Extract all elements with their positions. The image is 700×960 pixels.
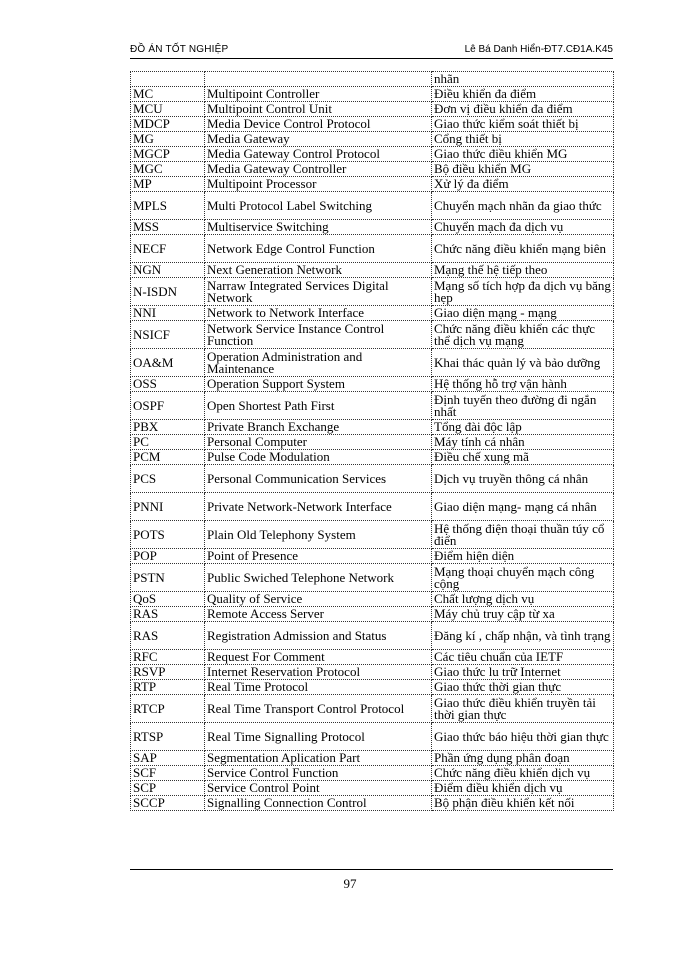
table-row (131, 220, 614, 235)
term-cell: Personal Communication Services (205, 465, 432, 493)
table-row (131, 349, 614, 377)
table-row (131, 117, 614, 132)
meaning-cell: Cổng thiết bị (432, 132, 614, 147)
term-cell: Registration Admission and Status (205, 622, 432, 650)
table-row (131, 695, 614, 723)
meaning-cell: Chuyển mạch đa dịch vụ (432, 220, 614, 235)
table-row (131, 278, 614, 306)
meaning-cell: Điều khiển đa điểm (432, 87, 614, 102)
abbreviation-cell: MSS (131, 220, 205, 235)
abbreviation-cell: N-ISDN (131, 278, 205, 306)
table-row (131, 549, 614, 564)
meaning-cell: nhãn (432, 72, 614, 87)
abbreviation-cell: PNNI (131, 493, 205, 521)
table-row (131, 622, 614, 650)
table-row (131, 392, 614, 420)
abbreviation-cell: NECF (131, 235, 205, 263)
meaning-cell: Hệ thống điện thoại thuần túy cổ điển (432, 521, 614, 549)
term-cell: Media Device Control Protocol (205, 117, 432, 132)
abbreviation-cell: POP (131, 549, 205, 564)
term-cell: Multipoint Processor (205, 177, 432, 192)
abbreviation-cell: PC (131, 435, 205, 450)
abbreviation-cell: MP (131, 177, 205, 192)
meaning-cell: Giao diện mạng- mạng cá nhân (432, 493, 614, 521)
meaning-cell: Phần ứng dụng phân đoạn (432, 751, 614, 766)
abbreviation-cell: MGC (131, 162, 205, 177)
abbreviation-cell: PCS (131, 465, 205, 493)
meaning-cell: Khai thác quản lý và bảo dưỡng (432, 349, 614, 377)
term-cell: Open Shortest Path First (205, 392, 432, 420)
abbreviation-cell: POTS (131, 521, 205, 549)
term-cell: Public Swiched Telephone Network (205, 564, 432, 592)
table-row (131, 132, 614, 147)
meaning-cell: Bộ phận điều khiển kết nối (432, 796, 614, 811)
meaning-cell: Giao thức điều khiển truyền tải thời gian thực (432, 695, 614, 723)
abbreviation-cell: QoS (131, 592, 205, 607)
header-right-author: Lê Bá Danh Hiển-ĐT7.CĐ1A.K45 (464, 44, 613, 55)
table-row (131, 493, 614, 521)
term-cell: Private Network-Network Interface (205, 493, 432, 521)
term-cell: Network to Network Interface (205, 306, 432, 321)
table-row (131, 723, 614, 751)
abbreviation-cell: MGCP (131, 147, 205, 162)
term-cell: Next Generation Network (205, 263, 432, 278)
meaning-cell: Giao thức báo hiệu thời gian thực (432, 723, 614, 751)
meaning-cell: Mạng số tích hợp đa dịch vụ băng hẹp (432, 278, 614, 306)
term-cell: Quality of Service (205, 592, 432, 607)
term-cell (205, 72, 432, 87)
meaning-cell: Bộ điều khiển MG (432, 162, 614, 177)
table-row (131, 465, 614, 493)
table-row (131, 435, 614, 450)
meaning-cell: Điều chế xung mã (432, 450, 614, 465)
abbreviation-cell: OSS (131, 377, 205, 392)
abbreviation-cell: OSPF (131, 392, 205, 420)
meaning-cell: Chuyển mạch nhãn đa giao thức (432, 192, 614, 220)
abbreviation-cell: NGN (131, 263, 205, 278)
meaning-cell: Tổng đài độc lập (432, 420, 614, 435)
meaning-cell: Định tuyến theo đường đi ngắn nhất (432, 392, 614, 420)
meaning-cell: Máy chủ truy cập từ xa (432, 607, 614, 622)
meaning-cell: Chức năng điều khiển mạng biên (432, 235, 614, 263)
table-row (131, 751, 614, 766)
abbreviation-cell: PCM (131, 450, 205, 465)
meaning-cell: Giao thức điều khiển MG (432, 147, 614, 162)
table-row (131, 263, 614, 278)
footer-divider (130, 869, 613, 870)
term-cell: Real Time Signalling Protocol (205, 723, 432, 751)
meaning-cell: Giao thức kiểm soát thiết bị (432, 117, 614, 132)
term-cell: Multiservice Switching (205, 220, 432, 235)
abbreviation-cell: MG (131, 132, 205, 147)
meaning-cell: Các tiêu chuẩn của IETF (432, 650, 614, 665)
table-row (131, 766, 614, 781)
abbreviation-cell: SCCP (131, 796, 205, 811)
abbreviation-cell: NSICF (131, 321, 205, 349)
term-cell: Media Gateway (205, 132, 432, 147)
meaning-cell: Mạng thế hệ tiếp theo (432, 263, 614, 278)
meaning-cell: Chức năng điều khiển dịch vụ (432, 766, 614, 781)
term-cell: Multipoint Control Unit (205, 102, 432, 117)
table-row (131, 192, 614, 220)
table-row (131, 321, 614, 349)
table-row (131, 521, 614, 549)
table-row (131, 680, 614, 695)
term-cell: Real Time Transport Control Protocol (205, 695, 432, 723)
abbreviation-cell: RTP (131, 680, 205, 695)
meaning-cell: Hệ thống hỗ trợ vận hành (432, 377, 614, 392)
term-cell: Plain Old Telephony System (205, 521, 432, 549)
meaning-cell: Điểm hiện diện (432, 549, 614, 564)
abbreviation-cell (131, 72, 205, 87)
abbreviation-cell: SAP (131, 751, 205, 766)
term-cell: Segmentation Aplication Part (205, 751, 432, 766)
term-cell: Media Gateway Controller (205, 162, 432, 177)
term-cell: Service Control Function (205, 766, 432, 781)
table-row (131, 162, 614, 177)
table-row (131, 650, 614, 665)
table-row (131, 377, 614, 392)
table-row (131, 564, 614, 592)
term-cell: Request For Comment (205, 650, 432, 665)
table-row (131, 306, 614, 321)
term-cell: Multipoint Controller (205, 87, 432, 102)
table-row (131, 102, 614, 117)
table-row (131, 450, 614, 465)
term-cell: Network Service Instance Control Function (205, 321, 432, 349)
meaning-cell: Đơn vị điều khiển đa điểm (432, 102, 614, 117)
term-cell: Service Control Point (205, 781, 432, 796)
meaning-cell: Dịch vụ truyền thông cá nhân (432, 465, 614, 493)
abbreviation-cell: SCF (131, 766, 205, 781)
term-cell: Remote Access Server (205, 607, 432, 622)
table-row (131, 665, 614, 680)
meaning-cell: Chất lượng dịch vụ (432, 592, 614, 607)
page-header (130, 44, 613, 59)
table-row (131, 72, 614, 87)
abbreviation-cell: RTSP (131, 723, 205, 751)
abbreviation-cell: RAS (131, 622, 205, 650)
meaning-cell: Chức năng điều khiển các thực thể dịch vụ mạng (432, 321, 614, 349)
abbreviation-cell: MCU (131, 102, 205, 117)
term-cell: Network Edge Control Function (205, 235, 432, 263)
meaning-cell: Xử lý đa điểm (432, 177, 614, 192)
term-cell: Pulse Code Modulation (205, 450, 432, 465)
meaning-cell: Giao thức lu trữ Internet (432, 665, 614, 680)
abbreviation-cell: RSVP (131, 665, 205, 680)
table-row (131, 87, 614, 102)
table-row (131, 147, 614, 162)
term-cell: Signalling Connection Control (205, 796, 432, 811)
term-cell: Point of Presence (205, 549, 432, 564)
table-row (131, 420, 614, 435)
table-row (131, 177, 614, 192)
abbreviation-table (130, 71, 614, 811)
meaning-cell: Đăng kí , chấp nhận, và tình trạng (432, 622, 614, 650)
term-cell: Operation Administration and Maintenance (205, 349, 432, 377)
abbreviation-cell: NNI (131, 306, 205, 321)
meaning-cell: Máy tính cá nhân (432, 435, 614, 450)
table-row (131, 796, 614, 811)
term-cell: Real Time Protocol (205, 680, 432, 695)
meaning-cell: Giao thức thời gian thực (432, 680, 614, 695)
term-cell: Media Gateway Control Protocol (205, 147, 432, 162)
table-row (131, 592, 614, 607)
abbreviation-cell: RAS (131, 607, 205, 622)
term-cell: Narraw Integrated Services Digital Network (205, 278, 432, 306)
abbreviation-cell: MDCP (131, 117, 205, 132)
header-left-title: ĐỒ ÁN TỐT NGHIỆP (130, 44, 229, 55)
table-row (131, 781, 614, 796)
meaning-cell: Mạng thoại chuyển mạch công cộng (432, 564, 614, 592)
term-cell: Operation Support System (205, 377, 432, 392)
abbreviation-cell: RFC (131, 650, 205, 665)
abbreviation-cell: OA&M (131, 349, 205, 377)
table-row (131, 607, 614, 622)
page-number: 97 (343, 876, 357, 891)
term-cell: Internet Reservation Protocol (205, 665, 432, 680)
term-cell: Personal Computer (205, 435, 432, 450)
abbreviation-cell: RTCP (131, 695, 205, 723)
abbreviation-cell: PBX (131, 420, 205, 435)
table-row (131, 235, 614, 263)
abbreviation-cell: PSTN (131, 564, 205, 592)
meaning-cell: Giao diện mạng - mạng (432, 306, 614, 321)
meaning-cell: Điểm điều khiển dịch vụ (432, 781, 614, 796)
abbreviation-cell: MC (131, 87, 205, 102)
term-cell: Private Branch Exchange (205, 420, 432, 435)
term-cell: Multi Protocol Label Switching (205, 192, 432, 220)
abbreviation-cell: MPLS (131, 192, 205, 220)
abbreviation-cell: SCP (131, 781, 205, 796)
